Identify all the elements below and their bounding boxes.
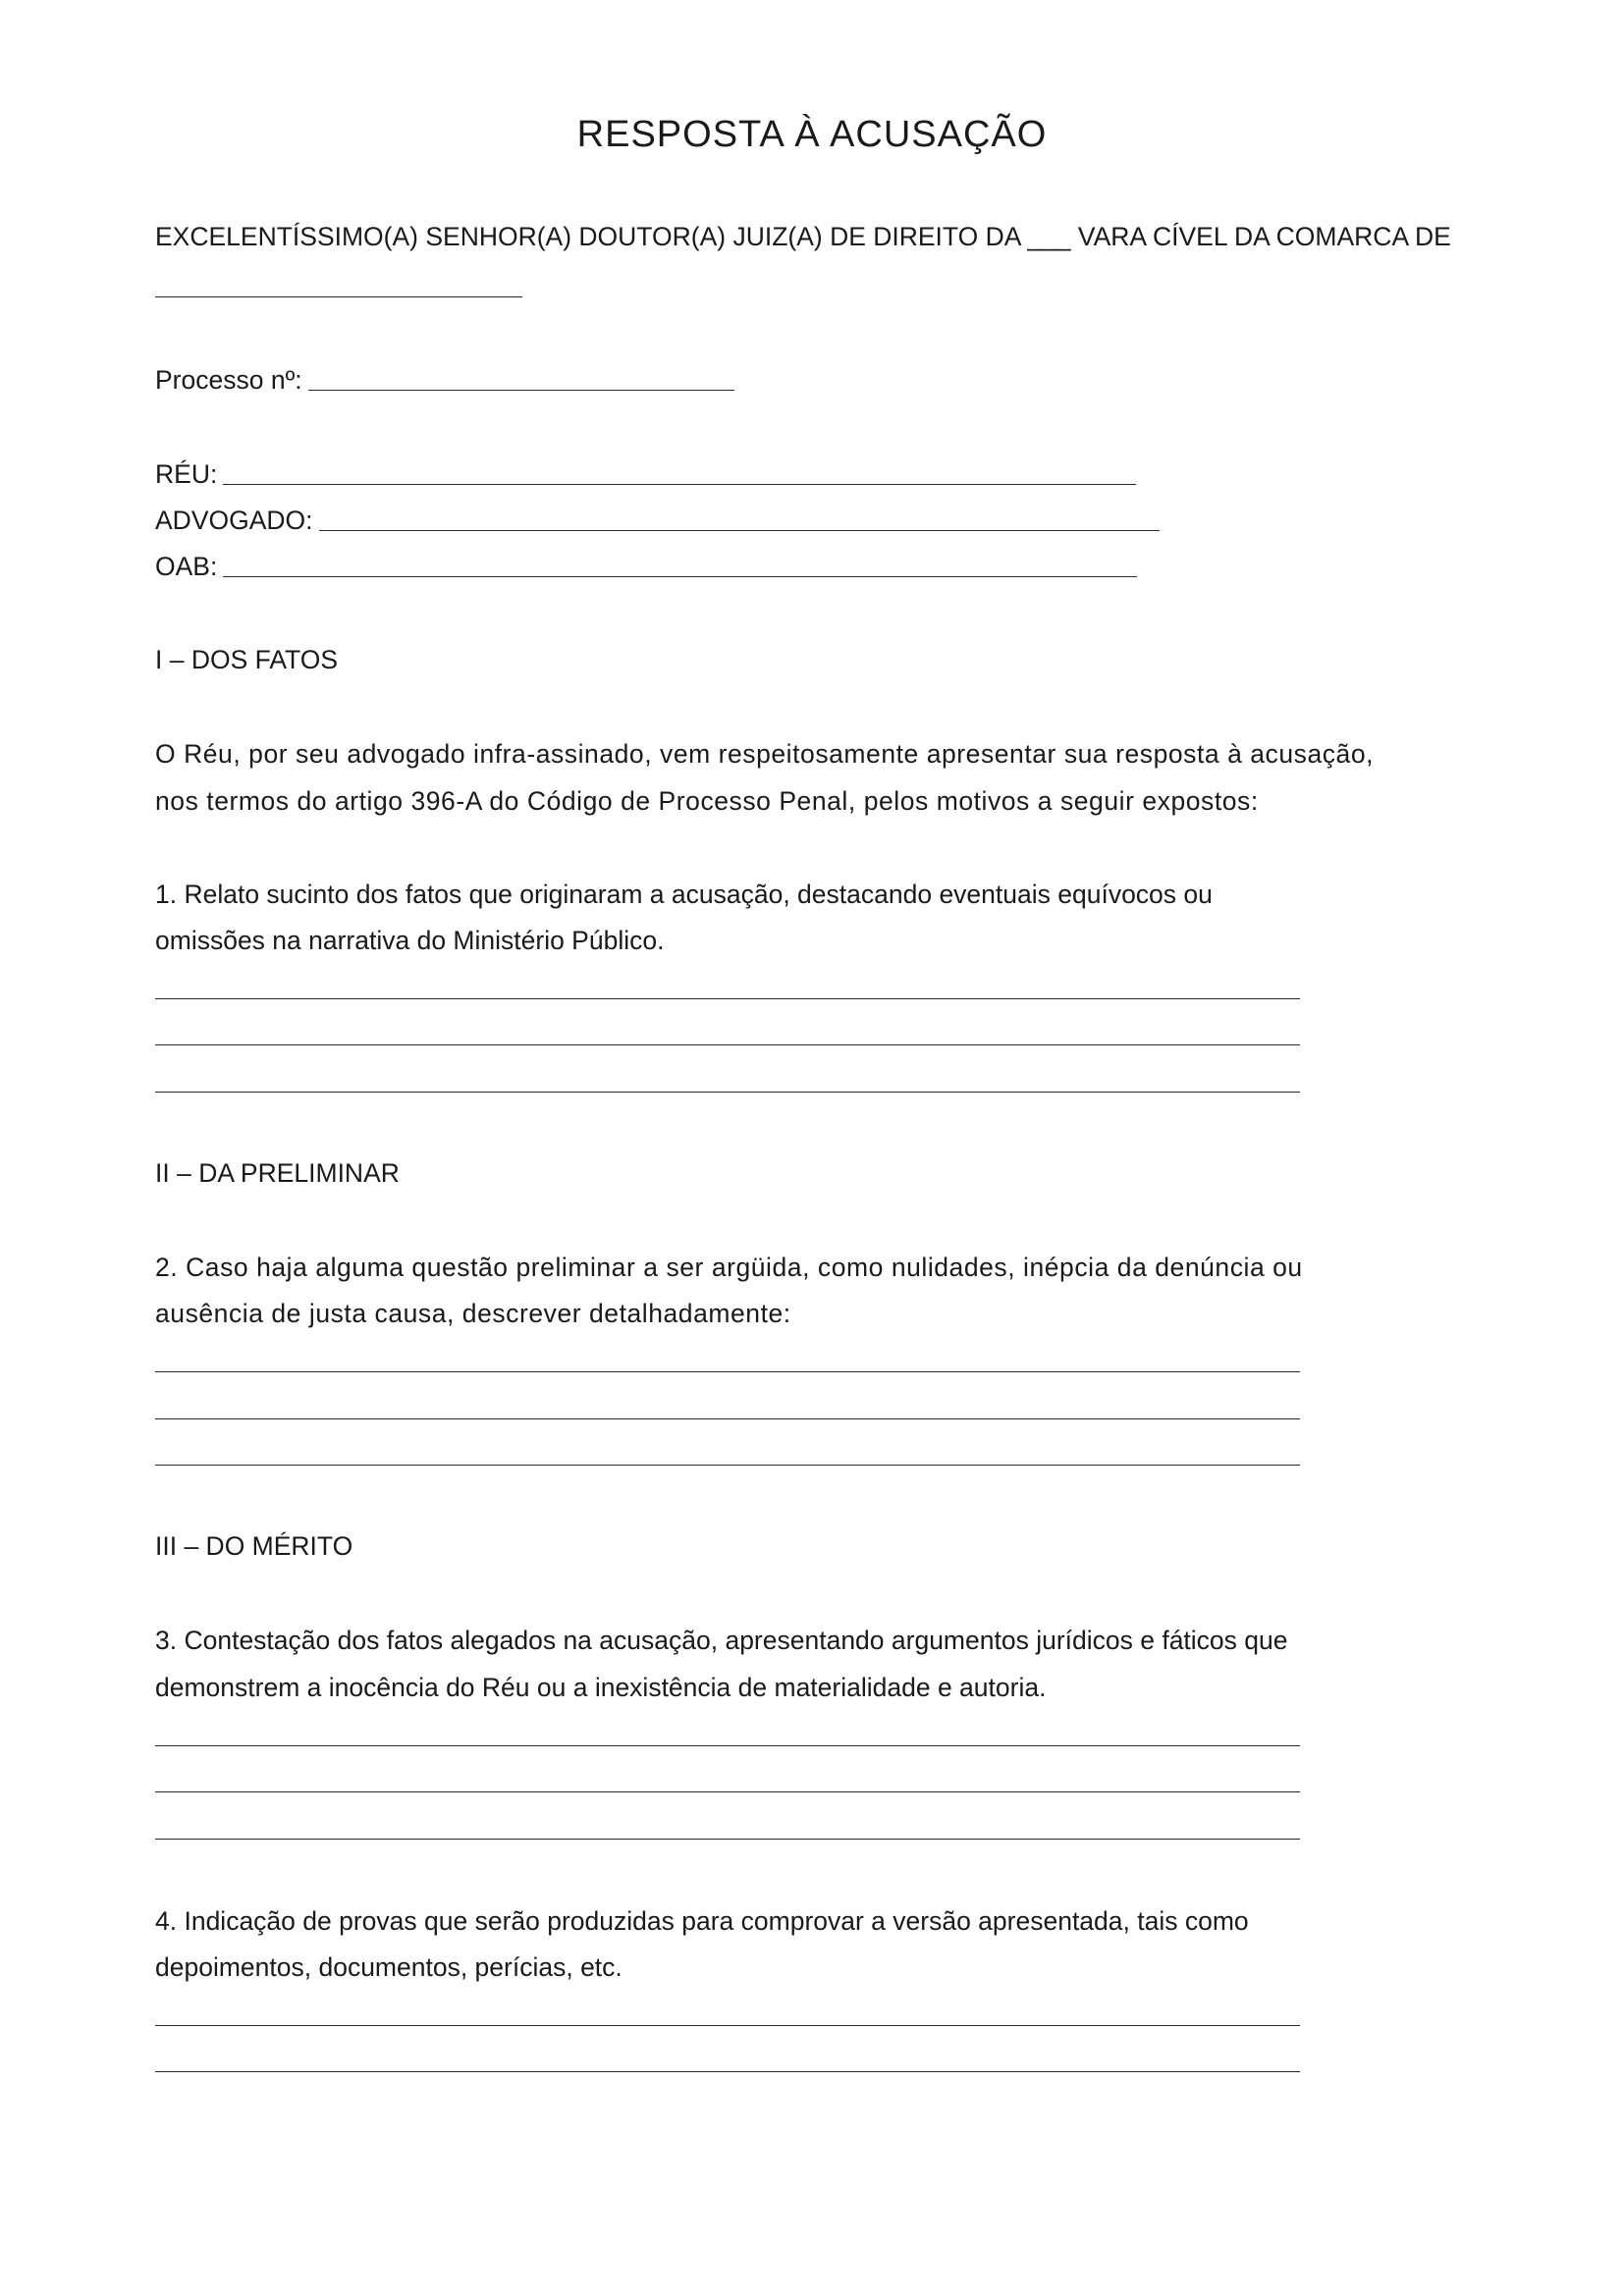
reu-field bbox=[155, 457, 1136, 491]
reu-label: RÉU: bbox=[155, 459, 218, 489]
comarca-blank[interactable] bbox=[155, 296, 522, 297]
item1-line-1: 1. Relato sucinto dos fatos que originaram a acusação, destacando eventuais equívocos ou bbox=[155, 880, 1213, 909]
item4-answer-line-2[interactable] bbox=[155, 2071, 1300, 2072]
section-heading-merito: III – DO MÉRITO bbox=[155, 1531, 353, 1561]
item2-line-1: 2. Caso haja alguma questão preliminar a ser argüida, como nulidades, inépcia da denúncia ou bbox=[155, 1253, 1303, 1282]
item2-answer-line-3[interactable] bbox=[155, 1465, 1300, 1466]
item3-line-2: demonstrem a inocência do Réu ou a inexistência de materialidade e autoria. bbox=[155, 1673, 1047, 1702]
processo-field bbox=[155, 363, 734, 397]
item1-answer-line-2[interactable] bbox=[155, 1044, 1300, 1045]
oab-field bbox=[155, 550, 1137, 583]
item2-answer-line-1[interactable] bbox=[155, 1371, 1300, 1372]
item3-line-1: 3. Contestação dos fatos alegados na acusação, apresentando argumentos jurídicos e fáticos que bbox=[155, 1626, 1288, 1655]
item3-answer-line-3[interactable] bbox=[155, 1839, 1300, 1840]
court-addressee-line: EXCELENTÍSSIMO(A) SENHOR(A) DOUTOR(A) JUIZ(A) DE DIREITO DA ___ VARA CÍVEL DA COMARCA DE bbox=[155, 222, 1451, 251]
section-heading-fatos: I – DOS FATOS bbox=[155, 645, 339, 674]
item2-line-2: ausência de justa causa, descrever detalhadamente: bbox=[155, 1299, 791, 1328]
item1-line-2: omissões na narrativa do Ministério Público. bbox=[155, 926, 665, 955]
processo-blank[interactable] bbox=[308, 389, 734, 391]
intro-paragraph-line-1: O Réu, por seu advogado infra-assinado, vem respeitosamente apresentar sua resposta à acusação, bbox=[155, 739, 1375, 769]
item4-answer-line-1[interactable] bbox=[155, 2025, 1300, 2026]
item3-answer-line-2[interactable] bbox=[155, 1791, 1300, 1792]
advogado-label: ADVOGADO: bbox=[155, 506, 313, 535]
item4-line-2: depoimentos, documentos, perícias, etc. bbox=[155, 1952, 623, 1982]
item1-answer-line-1[interactable] bbox=[155, 998, 1300, 999]
reu-blank[interactable] bbox=[223, 483, 1136, 485]
oab-blank[interactable] bbox=[223, 575, 1137, 577]
intro-paragraph-line-2: nos termos do artigo 396-A do Código de Processo Penal, pelos motivos a seguir expostos: bbox=[155, 786, 1259, 816]
item3-answer-line-1[interactable] bbox=[155, 1745, 1300, 1746]
document-title: RESPOSTA À ACUSAÇÃO bbox=[576, 114, 1048, 155]
oab-label: OAB: bbox=[155, 552, 218, 581]
item1-answer-line-3[interactable] bbox=[155, 1092, 1300, 1093]
item4-line-1: 4. Indicação de provas que serão produzidas para comprovar a versão apresentada, tais como bbox=[155, 1906, 1249, 1936]
advogado-blank[interactable] bbox=[319, 529, 1160, 531]
item2-answer-line-2[interactable] bbox=[155, 1418, 1300, 1419]
processo-label: Processo nº: bbox=[155, 365, 302, 395]
section-heading-preliminar: II – DA PRELIMINAR bbox=[155, 1158, 400, 1188]
advogado-field bbox=[155, 504, 1160, 537]
